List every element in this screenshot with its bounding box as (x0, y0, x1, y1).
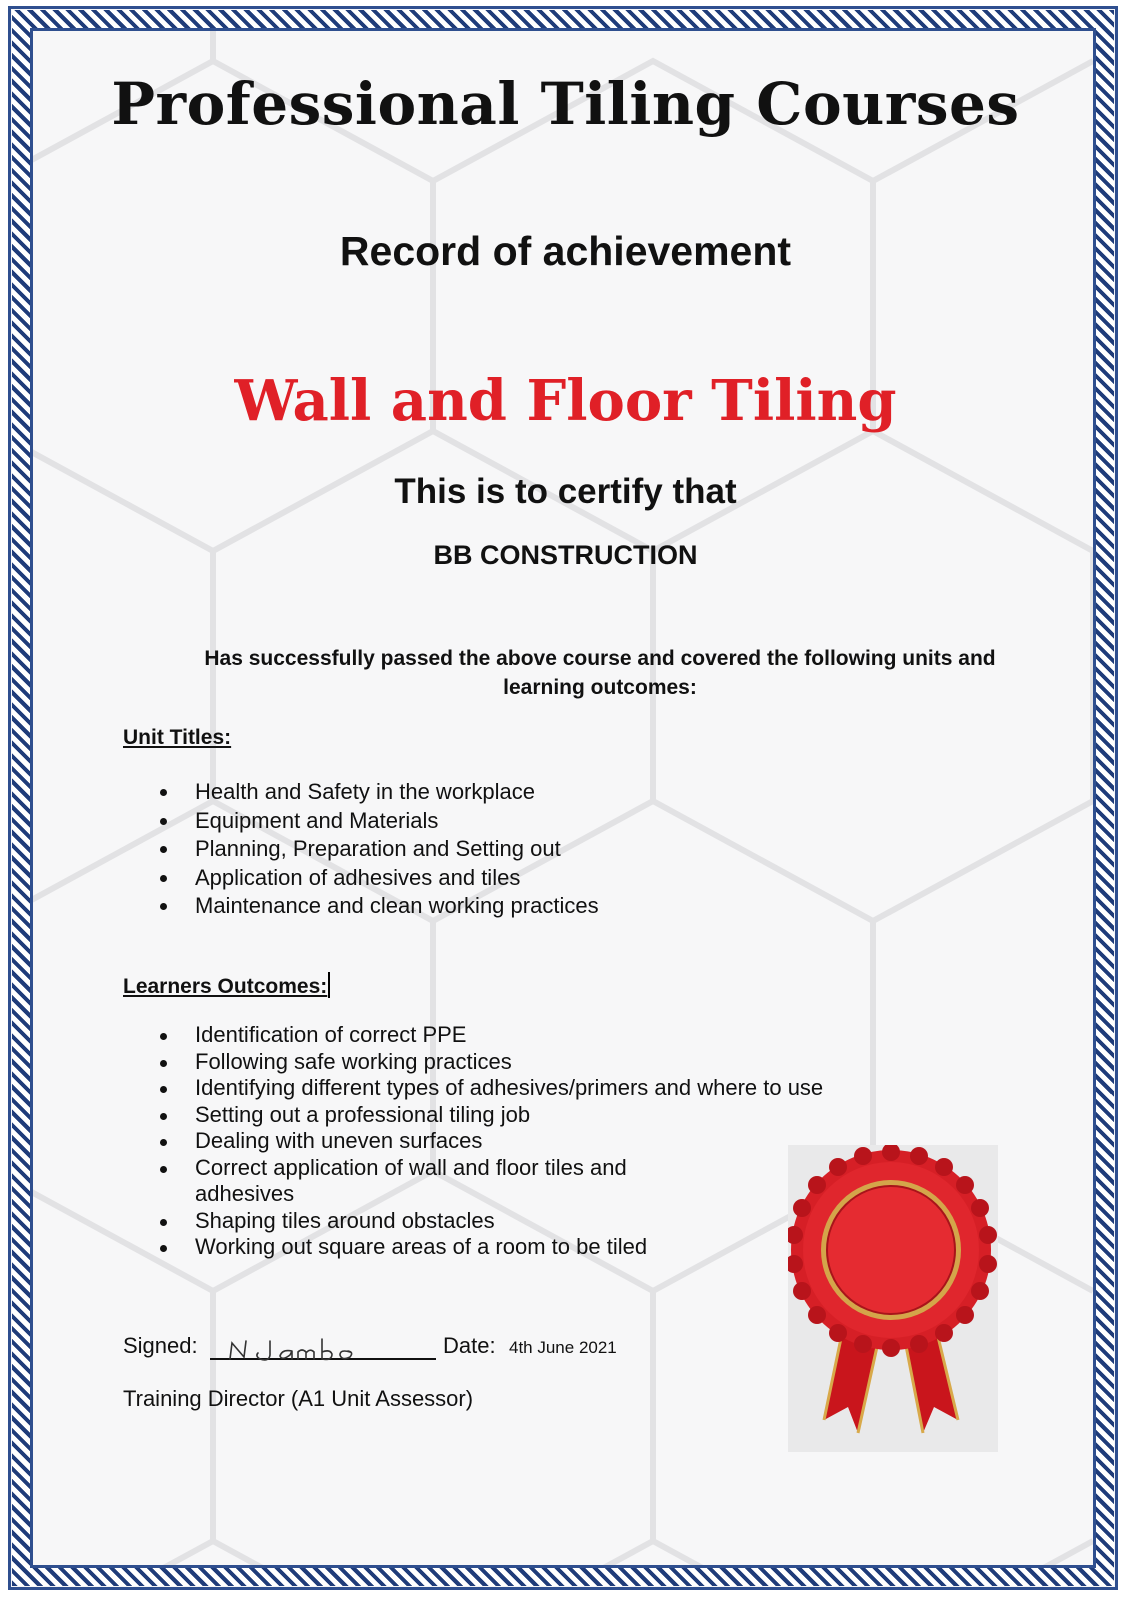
unit-titles-list (160, 778, 599, 921)
list-item: Correct application of wall and floor tiles and adhesives (160, 1155, 680, 1208)
list-item: Working out square areas of a room to be tiled (160, 1234, 680, 1261)
list-item: Health and Safety in the workplace (160, 778, 599, 807)
date-value: 4th June 2021 (509, 1338, 617, 1357)
list-item: Shaping tiles around obstacles (160, 1208, 680, 1235)
signatory-role: Training Director (A1 Unit Assessor) (123, 1386, 474, 1411)
text-cursor (328, 972, 330, 998)
certify-line: This is to certify that (394, 472, 737, 511)
handwritten-signature (222, 1335, 382, 1365)
list-item: Setting out a professional tiling job (160, 1102, 680, 1129)
document-type: Record of achievement (339, 228, 792, 274)
learners-outcomes-heading: Learners Outcomes: (123, 972, 330, 999)
list-item: Application of adhesives and tiles (160, 864, 599, 893)
course-title: Wall and Floor Tiling (234, 368, 897, 434)
list-item: Maintenance and clean working practices (160, 892, 599, 921)
learners-outcomes-list (160, 1022, 824, 1261)
provider-title: Professional Tiling Courses (111, 70, 1020, 138)
list-item: Planning, Preparation and Setting out (160, 835, 599, 864)
list-item: Identification of correct PPE (160, 1022, 680, 1049)
passed-statement: Has successfully passed the above course and covered the following units and learning outcomes: (204, 647, 996, 699)
list-item: Following safe working practices (160, 1049, 680, 1076)
list-item: Dealing with uneven surfaces (160, 1128, 680, 1155)
award-rosette-icon (788, 1145, 998, 1452)
list-item: Identifying different types of adhesives/primers and where to use (160, 1075, 680, 1102)
list-item: Equipment and Materials (160, 807, 599, 836)
unit-titles-heading: Unit Titles: (123, 726, 232, 749)
signed-label: Signed: (123, 1333, 198, 1358)
date-label: Date: (443, 1333, 496, 1358)
recipient-name: BB CONSTRUCTION (433, 540, 698, 570)
